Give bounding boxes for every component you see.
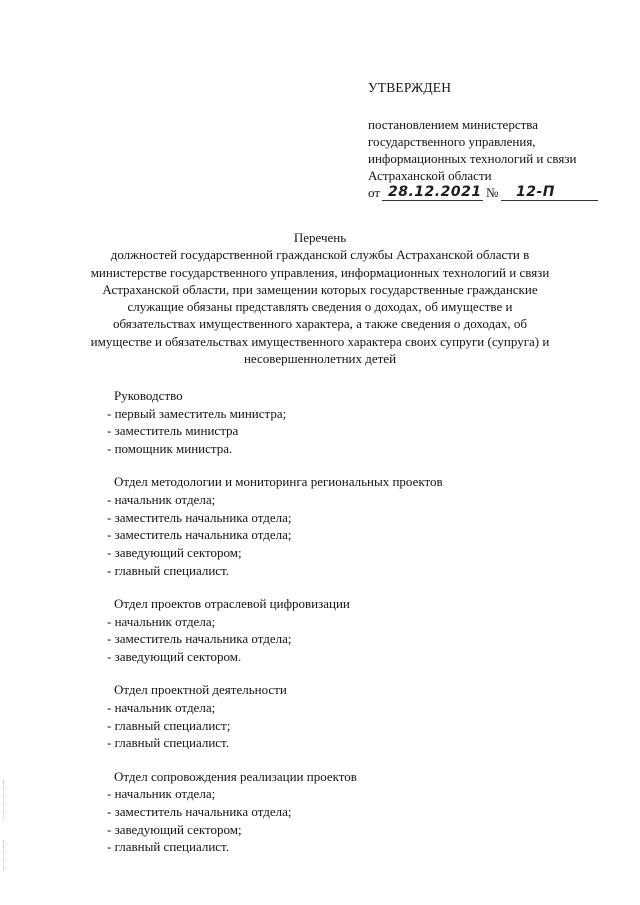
section-title: Руководство	[114, 388, 183, 403]
date-prefix: от	[368, 185, 381, 200]
heading-line: должностей государственной гражданской службы Астраханской области в	[110, 247, 530, 263]
list-item: - начальник отдела;	[107, 492, 216, 508]
number-prefix: №	[486, 185, 499, 200]
heading-title: Перечень	[293, 230, 347, 245]
heading-line: обязательствах имущественного характера, а также сведения о доходах, об	[112, 316, 528, 332]
position-lists	[107, 387, 547, 872]
section-methodology	[107, 473, 547, 579]
list-item: - заместитель начальника отдела;	[107, 527, 292, 543]
section-title: Отдел проектной деятельности	[114, 682, 287, 698]
approval-text	[368, 116, 608, 184]
handwritten-number: 12-П	[516, 184, 556, 200]
list-item: - начальник отдела;	[107, 700, 216, 716]
scan-edge-mark	[3, 840, 5, 870]
section-project-activity	[107, 681, 547, 752]
heading-line: министерстве государственного управления, информационных технологий и связи	[90, 264, 550, 280]
list-item: - заведующий сектором;	[107, 545, 242, 561]
list-item: - главный специалист.	[107, 562, 230, 578]
section-project-support	[107, 768, 547, 857]
heading-line: несовершеннолетних детей	[243, 351, 397, 367]
section-leadership	[107, 387, 547, 458]
date-underline	[382, 200, 483, 201]
list-item: - первый заместитель министра;	[107, 405, 287, 421]
list-item: - помощник министра.	[107, 441, 233, 457]
approval-title: УТВЕРЖДЕН	[368, 80, 452, 95]
section-digitalization	[107, 595, 547, 666]
heading-line: Астраханской области, при замещении которых государственные гражданские	[102, 281, 538, 297]
approval-line: Астраханской области	[368, 168, 492, 183]
list-item: - главный специалист.	[107, 839, 230, 855]
list-item: - главный специалист.	[107, 735, 230, 751]
section-title: Отдел методологии и мониторинга региональных проектов	[114, 474, 443, 490]
list-item: - заместитель начальника отдела;	[107, 509, 292, 525]
list-item: - заместитель начальника отдела;	[107, 631, 292, 647]
approval-line: постановлением министерства	[368, 117, 539, 132]
list-item: - заведующий сектором;	[107, 821, 242, 837]
number-underline	[501, 200, 598, 201]
approval-line: государственного управления,	[368, 134, 536, 149]
list-item: - заместитель начальника отдела;	[107, 804, 292, 820]
section-title: Отдел проектов отраслевой цифровизации	[114, 596, 350, 612]
list-item: - начальник отдела;	[107, 786, 216, 802]
list-item: - главный специалист;	[107, 717, 231, 733]
section-title: Отдел сопровождения реализации проектов	[114, 768, 357, 784]
list-item: - начальник отдела;	[107, 613, 216, 629]
heading-line: имуществе и обязательствах имущественного характера своих супруги (супруга) и	[90, 333, 550, 349]
approval-line: информационных технологий и связи	[368, 151, 577, 166]
scan-edge-mark	[3, 780, 5, 820]
list-item: - заместитель министра	[107, 423, 239, 439]
approval-block	[368, 80, 608, 203]
list-item: - заведующий сектором.	[107, 649, 242, 665]
approval-date-line	[368, 185, 608, 203]
list-heading	[84, 229, 556, 367]
handwritten-date: 28.12.2021	[388, 184, 482, 200]
heading-line: служащие обязаны представлять сведения о доходах, об имуществе и	[127, 299, 513, 315]
